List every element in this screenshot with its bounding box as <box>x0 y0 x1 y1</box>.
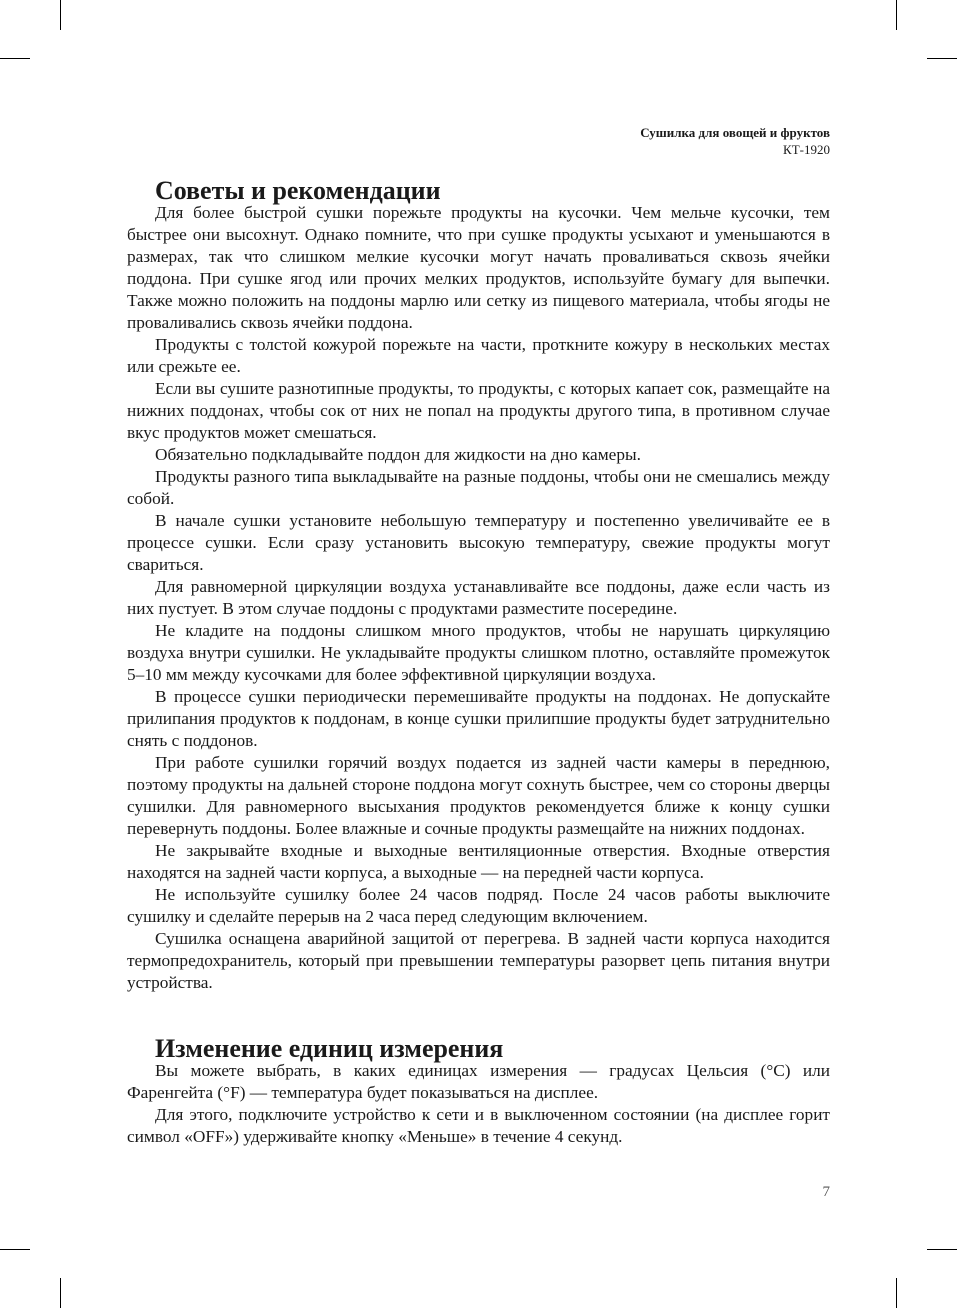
section-spacer <box>127 994 830 1038</box>
crop-mark-bottom-right-h <box>927 1249 957 1250</box>
paragraph: При работе сушилки горячий воздух подается из задней части камеры в переднюю, поэтому продукты на дальней стороне поддона могут сохнуть быстрее, чем со стороны дверцы сушилки. Для равномерного высыхания продуктов рекомендуется ближе к концу сушки перевернуть поддоны. Более влажные и сочные продукты размещайте на нижних поддонах. <box>127 753 830 838</box>
paragraph: В процессе сушки периодически перемешивайте продукты на поддонах. Не допускайте прилипания продуктов к поддонам, в конце сушки прилипшие продукты будет затруднительно снять с поддонов. <box>127 687 830 750</box>
header-model: КТ-1920 <box>783 142 830 157</box>
crop-mark-top-right <box>896 0 897 30</box>
paragraph: Если вы сушите разнотипные продукты, то продукты, с которых капает сок, размещайте на нижних поддонах, чтобы сок от них не попал на продукты другого типа, в противном случае вкус продуктов может смешаться. <box>127 379 830 442</box>
paragraph: Для этого, подключите устройство к сети и в выключенном состоянии (на дисплее горит символ «OFF») удерживайте кнопку «Меньше» в течение 4 секунд. <box>127 1105 830 1146</box>
paragraph: Не используйте сушилку более 24 часов подряд. После 24 часов работы выключите сушилку и сделайте перерыв на 2 часа перед следующим включением. <box>127 885 830 926</box>
header-title: Сушилка для овощей и фруктов <box>640 125 830 140</box>
paragraph: В начале сушки установите небольшую температуру и постепенно увеличивайте ее в процессе сушки. Если сразу установить высокую температуру, свежие продукты могут свариться. <box>127 511 830 574</box>
section-heading: Советы и рекомендации <box>155 176 441 205</box>
crop-mark-bottom-left <box>60 1278 61 1308</box>
paragraph: Для более быстрой сушки порежьте продукты на кусочки. Чем мельче кусочки, тем быстрее они высохнут. Однако помните, что при сушке продукты усыхают и уменьшаются в размерах, так что слишком мелкие кусочки могут начать проваливаться сквозь ячейки поддона. При сушке ягод или прочих мелких продуктов, используйте бумагу для выпечки. Также можно положить на поддоны марлю или сетку из пищевого материала, чтобы ягоды не проваливались сквозь ячейки поддона. <box>127 203 830 332</box>
section-tips <box>127 176 830 994</box>
paragraph: Для равномерной циркуляции воздуха устанавливайте все поддоны, даже если часть из них пустует. В этом случае поддоны с продуктами разместите посередине. <box>127 577 830 618</box>
page-body <box>127 176 830 1148</box>
crop-mark-bottom-right <box>896 1278 897 1308</box>
paragraph: Не закрывайте входные и выходные вентиляционные отверстия. Входные отверстия находятся на задней части корпуса, а выходные — на передней части корпуса. <box>127 841 830 882</box>
paragraph: Продукты с толстой кожурой порежьте на части, проткните кожуру в нескольких местах или срежьте ее. <box>127 335 830 376</box>
paragraph: Вы можете выбрать, в каких единицах измерения — градусах Цельсия (°С) или Фаренгейта (°F) — температура будет показываться на дисплее. <box>127 1061 830 1102</box>
crop-mark-top-right-h <box>927 58 957 59</box>
section-units <box>127 1034 830 1148</box>
paragraph: Обязательно подкладывайте поддон для жидкости на дно камеры. <box>155 445 641 464</box>
page-number: 7 <box>822 1184 830 1200</box>
crop-mark-top-left-h <box>0 58 30 59</box>
paragraph: Продукты разного типа выкладывайте на разные поддоны, чтобы они не смешались между собой. <box>127 467 830 508</box>
paragraph: Не кладите на поддоны слишком много продуктов, чтобы не нарушать циркуляцию воздуха внутри сушилки. Не укладывайте продукты слишком плотно, оставляйте промежуток 5–10 мм между кусочками для более эффективной циркуляции воздуха. <box>127 621 830 684</box>
crop-mark-bottom-left-h <box>0 1249 30 1250</box>
crop-mark-top-left <box>60 0 61 30</box>
paragraph: Сушилка оснащена аварийной защитой от перегрева. В задней части корпуса находится термопредохранитель, который при превышении температуры разорвет цепь питания внутри устройства. <box>127 929 830 992</box>
section-heading: Изменение единиц измерения <box>155 1034 504 1063</box>
running-header <box>640 124 830 158</box>
